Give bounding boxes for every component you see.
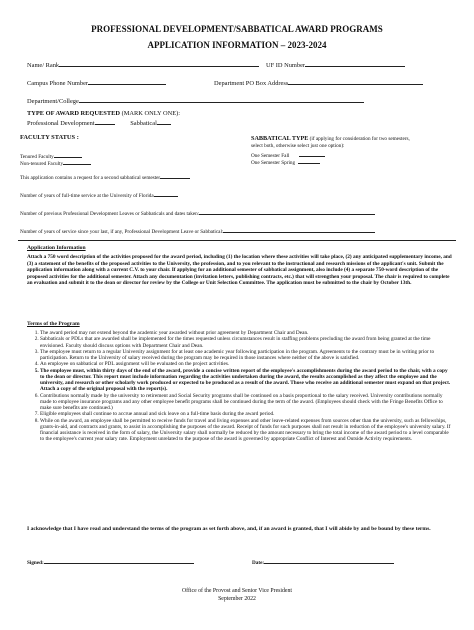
signature-row (27, 558, 194, 566)
years-service-question: Number of years of full-time service at the University of Florida (20, 191, 178, 199)
app-info-heading: Application Information (27, 245, 86, 251)
previous-leaves-question: Number of previous Professional Development Leaves or Sabbaticals and dates taken: (20, 209, 375, 217)
prof-dev-checkbox[interactable] (95, 118, 115, 125)
terms-item: 4. An employee on sabbatical or PDL assignment will be evaluated on the project activities. (40, 361, 453, 367)
award-type-heading: TYPE OF AWARD REQUESTED (MARK ONLY ONE): (27, 110, 181, 117)
sabbatical-label: Sabbatical (130, 120, 157, 127)
dept-college-field[interactable] (27, 96, 364, 105)
sabbatical-checkbox[interactable] (157, 118, 171, 125)
terms-item: 3. The employee must return to a regular University assignment for at least one academic year following participation in the program. Agreements to the contrary must be in writing prior to participation. Return to the University of salary received during the program may be required in those instances where neither of the above is satisfied. (40, 349, 453, 362)
uf-id-line[interactable] (305, 60, 405, 67)
date-line[interactable] (264, 558, 394, 564)
terms-item: 1. The award period may not extend beyond the academic year awarded without prior agreement by Department Chair and Dean. (40, 330, 453, 336)
second-semester-question: This application contains a request for a second sabbatical semester (20, 173, 190, 181)
fall-checkbox[interactable] (299, 151, 325, 157)
previous-leaves-answer[interactable] (199, 209, 375, 215)
dept-po-field[interactable] (214, 78, 423, 87)
name-rank-field[interactable] (27, 60, 259, 69)
spring-checkbox[interactable] (298, 158, 320, 164)
uf-id-field[interactable] (266, 60, 405, 69)
faculty-status-heading: FACULTY STATUS : (20, 134, 79, 141)
date-label: Date: (252, 560, 265, 566)
campus-phone-field[interactable] (27, 78, 166, 87)
terms-item: 7. Eligible employees shall continue to accrue annual and sick leave on a full-time basis during the award period. (40, 411, 453, 417)
terms-item: 8. While on the award, an employee shall be permitted to receive funds for travel and living expenses and other leave-related expenses from sources other than the university, such as fellowships, grants-in-aid, and contracts and grants, to assist in accomplishing the purposes of the award. Receipt of funds for such purposes shall not result in reduction of the employee's university salary. If financial assistance is received in the form of salary, the University salary shall normally be reduced by the amount necessary to bring the total income of the award period to a level comparable to the employee's current year salary rate. Employment unrelated to the purpose of the award is governed by appropriate Conflict of Interest and Outside Activity requirements. (40, 418, 453, 443)
award-options (27, 118, 171, 127)
signed-label: Signed: (27, 560, 44, 566)
acknowledgement-text: I acknowledge that I have read and understand the terms of the program as set forth above, and, if an award is granted, that I will abide by and be bound by these terms. (27, 526, 431, 532)
name-rank-label: Name/ Rank (27, 62, 60, 69)
fall-row: One Semester Fall (251, 151, 325, 159)
years-since-question: Number of years of service since your last, if any, Professional Development Leave or Sabbatical: (20, 227, 375, 235)
sabbatical-type-note: select both, otherwise select just one option): (251, 143, 345, 149)
terms-list (28, 330, 453, 443)
spring-row: One Semester Spring (251, 158, 320, 166)
non-tenured-row: Non-tenured Faculty (20, 159, 91, 167)
years-service-answer[interactable] (154, 191, 178, 197)
years-since-answer[interactable] (223, 227, 375, 233)
campus-phone-line[interactable] (88, 78, 166, 85)
app-info-paragraph: Attach a 750 word description of the activities proposed for the award period, including (1) the location where these activities will take place, (2) any anticipated supplementary income, and (3) a statement of the benefits of the proposed activities to the University, the profession, and to you relevant to the instructional and research missions of the applicant's unit. Submit the application information along with a current C.V. to your chair. If applying for an additional semester of sabbatical assignment, also include (4) a separate 750-word description of the proposed activities for the additional semester. Attach any documentation (invitation letters, publishing contracts, etc.) that will strengthen your proposal. The chair is required to complete an evaluation and submit it to the dean or director for review by the College or Unit Selection Committee. The application must be submitted to the chair by October 13th. (27, 254, 452, 286)
second-semester-answer[interactable] (160, 173, 190, 179)
dept-po-line[interactable] (288, 78, 423, 85)
sabbatical-type-heading: SABBATICAL TYPE (if applying for consideration for two semesters, (251, 135, 410, 142)
terms-item: 5. The employee must, within thirty days of the end of the award, provide a concise written report of the employee's accomplishments during the award period to the chair, with a copy to the dean or director. This report must include information regarding the activities undertaken during the award, the results accomplished as they affect the employee and the university, and research or other scholarly work produced or expected to be produced as a result of the award. Those who receive an additional semester must expand on that project. Attach a copy of the original proposal with the report(s). (40, 368, 453, 393)
date-row (252, 558, 394, 566)
uf-id-label: UF ID Number (266, 62, 306, 69)
dept-po-label: Department PO Box Address (214, 80, 289, 87)
tenured-row: Tenured Faculty (20, 152, 82, 160)
non-tenured-checkbox[interactable] (63, 159, 91, 165)
dept-college-line[interactable] (79, 96, 364, 103)
page-subtitle: APPLICATION INFORMATION – 2023-2024 (147, 40, 327, 50)
name-rank-line[interactable] (59, 60, 259, 67)
page-title: PROFESSIONAL DEVELOPMENT/SABBATICAL AWARD PROGRAMS (91, 24, 383, 34)
dept-college-label: Department/College (27, 98, 79, 105)
prof-dev-label: Professional Development (27, 120, 95, 127)
campus-phone-label: Campus Phone Number (27, 80, 89, 87)
terms-list-container (28, 330, 453, 443)
footer-office: Office of the Provost and Senior Vice President (181, 588, 293, 594)
section-divider (18, 240, 456, 241)
footer-date: September 2022 (218, 596, 256, 602)
terms-item: 2. Sabbaticals or PDLs that are awarded shall be implemented for the times requested unless circumstances result in staffing problems precluding the award from being granted at the time envisioned. Faculty should discuss options with Department Chair and Dean. (40, 336, 453, 349)
terms-item: 6. Contributions normally made by the university to retirement and Social Security programs shall be continued on a basis proportional to the salary received. University contributions normally made to employee insurance programs and any other employee benefit programs shall be continued during the term of the award. (Employees should check with the Fringe Benefits Office to make sure benefits are continued.) (40, 393, 453, 412)
terms-heading: Terms of the Program (27, 321, 80, 327)
tenured-checkbox[interactable] (54, 152, 82, 158)
signature-line[interactable] (44, 558, 194, 564)
